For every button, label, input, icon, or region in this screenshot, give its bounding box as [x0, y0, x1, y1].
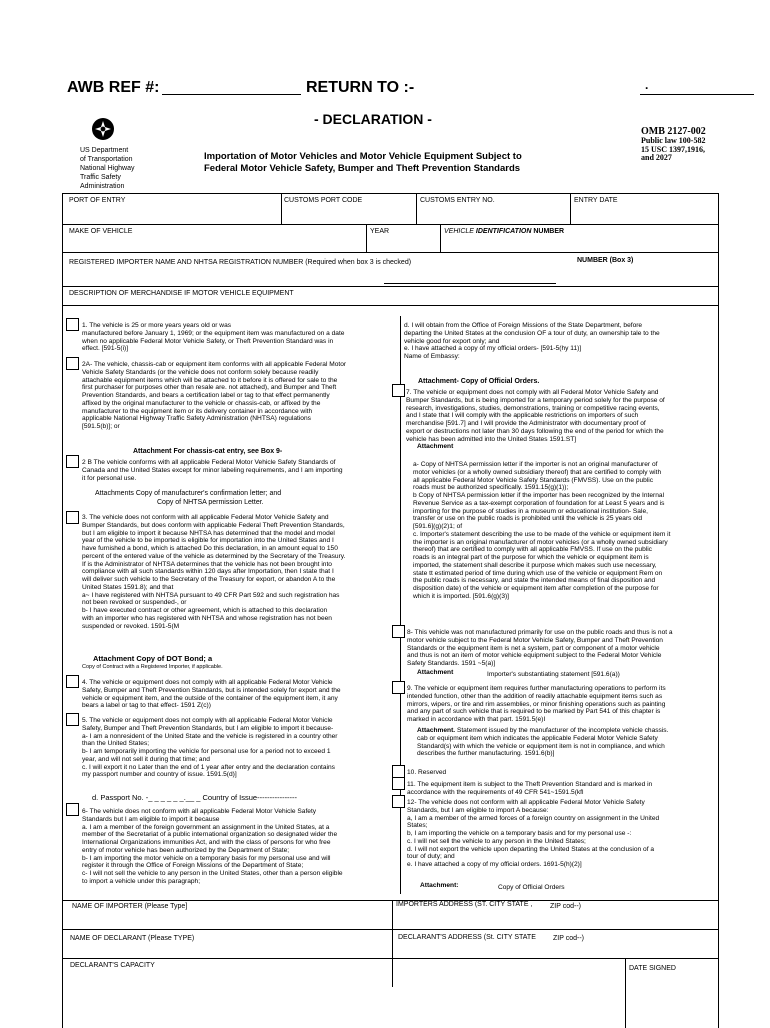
attachment-manufacturer-letter: Attachments Copy of manufacturer's confirmation letter; and	[95, 490, 282, 497]
checkbox-item-9[interactable]	[392, 681, 405, 694]
importer-name-field[interactable]: NAME OF IMPORTER (Please Type]	[72, 903, 188, 910]
omb-law: 15 USC 1397,1916,	[641, 144, 706, 154]
declarant-capacity-field[interactable]: DECLARANT'S CAPACITY	[70, 962, 155, 969]
port-of-entry-field[interactable]: PORT OF ENTRY	[69, 197, 126, 204]
form-title	[204, 151, 522, 175]
return-to-field[interactable]	[640, 94, 754, 95]
attachment-dot-bond: Attachment Copy of DOT Bond; a	[93, 654, 213, 663]
number-box3-field[interactable]: NUMBER (Box 3)	[577, 257, 634, 264]
agency-line: of Transportation	[80, 156, 133, 163]
item-5-text: 5. The vehicle or equipment does not comply with all applicable Federal Motor Vehicle Safety, Bumper and Theft Prevention Standards, but I am eligible to import it because- a- I am a nonresident of the United State and the vehicle is registered in a country other than the United States; b- I am temporarily importing the vehicle for personal use for a period not to exceed 1 year, and will not sell it during that time; and c. I will export it no Later than the end of 1 year after entry and the declaration contains my passport number and country of issue. 1591.5(d)]	[82, 717, 338, 779]
return-to-label: RETURN TO :-	[306, 79, 415, 96]
customs-entry-no-field[interactable]: CUSTOMS ENTRY NO.	[420, 197, 495, 204]
item-7-attachment-label: Attachment	[417, 443, 454, 450]
omb-number: OMB 2127-002	[641, 126, 706, 137]
attachment-official-orders: Attachment- Copy of Official Orders.	[418, 378, 540, 385]
attachment-nhtsa-letter: Copy of NHTSA permission Letter.	[157, 499, 264, 506]
checkbox-item-12[interactable]	[392, 795, 405, 808]
item-6-text: 6- The vehicle does not conform with all applicable Federal Motor Vehicle Safety Standards but I am eligible to import it because a. I am a member of the foreign government an assignment in the United States, at a member of the Secretariat of a public international organization so designated wider the International Organizations immunities Act, and with the class of persons for who free entry of motor vehicle has been authorized by the Department of State; b- I am importing the motor vehicle on a temporary basis for my personal use and will register it through the Office of Foreign Missions of the Department of State; c- I will not sell the vehicle to any person in the United States, other than a person eligible to import a vehicle under this paragraph;	[82, 808, 343, 885]
item-3-text: 3. The vehicle does not conform with all applicable Federal Motor Vehicle Safety and Bumper Standards, but does conform with applicable Federal Theft Prevention Standards, but I am eligible to import it because NHTSA has determined that the model and model year of the vehicle to be imported is eligible for importation into the United States and I have furnished a bond, which is attached Do this declaration, in an amount equal to 150 percent of the entered value of the vehicle as determined by the Secretary of the Treasury. If is the Administrator of NHTSA determines that the vehicle has not been brought into compliance with all such standards within 120 days after Importation, then I state that I will deliver such vehicle to the Secretary of the Treasury for export, or abandon A to the United States 1591.8); and that a~ I have registered with NHTSA pursuant to 49 CFR Part 592 and such registration has not been revoked or suspended-, or b- I have executed contract or other agreement, which is attached to this declaration with an importer who has registered with NHTSA and whose registration has not been suspended or revoked. 1591-5(M	[82, 514, 346, 630]
item-8-text: 8- This vehicle was not manufactured primarily for use on the public roads and thus is not a motor vehicle subject to the Federal Motor Vehicle Safety, Bumper and Theft Prevention Standards or the equipment item is net a system, part or component of a motor vehicle and thus is not an item of motor vehicle equipment subject to the Federal Motor Vehicle Safety Standards. 1591 ~5(a)]	[407, 629, 673, 667]
item-9-attachment-text: Statement issued by the manufacturer of the incomplete vehicle chassis. cab or equipment item which indicates the applicable Federal Motor Vehicle Safety Standard(s) with which the vehicle or equipment item is not in compliance, and which describes the further manufacturing. 1591.6(b)]	[417, 727, 669, 758]
vin-label-prefix: VEHICLE	[444, 228, 476, 235]
date-signed-field[interactable]: DATE SIGNED	[629, 965, 676, 972]
item-10-text: 10. Reserved	[407, 769, 447, 776]
description-field[interactable]: DESCRIPTION OF MERCHANDISE IF MOTOR VEHICLE EQUIPMENT	[69, 290, 294, 297]
item-11-text: 11. The equipment item is subject to the Theft Prevention Standard and is marked in accordance with the requirements of 49 CFR 541~1591.5(kfl	[407, 781, 653, 796]
awb-ref-label: AWB REF #:	[67, 79, 160, 96]
omb-law: Public law 100-582	[641, 136, 706, 145]
item-9-text: 9. The vehicle or equipment item requires further manufacturing operations to perform its intended function, other than the addition of readily attachable equipment items such as mirrors, wipers, or tire and rim assemblies, or minor finishing operations such as painting and any part of such vehicle that is required to be marked by Part 541 of this chapter is marked in accordance with that part. 1591.5(e)I	[407, 685, 666, 723]
item-9-attachment	[417, 727, 668, 758]
checkbox-item-2b[interactable]	[66, 455, 79, 468]
declarant-name-field[interactable]: NAME OF DECLARANT (Please TYPE)	[70, 935, 195, 942]
checkbox-item-5[interactable]	[66, 713, 79, 726]
form-title-line1: Importation of Motor Vehicles and Motor Vehicle Equipment Subject to	[204, 151, 522, 162]
agency-line: Traffic Safety	[80, 174, 121, 181]
return-mark: .	[645, 78, 649, 92]
customs-port-code-field[interactable]: CUSTOMS PORT CODE	[284, 197, 363, 204]
omb-block	[641, 127, 706, 163]
checkbox-item-1[interactable]	[66, 318, 79, 331]
item-8-attachment-label: Attachment	[417, 669, 454, 676]
attachment-chassis: Attachment For chassis-cat entry, see Box 9-	[133, 448, 283, 455]
item-7-text: 7. The vehicle or equipment does not comply with all Federal Motor Vehicle Safety and Bumper Standards, but is being imported for a temporary period solely for the purpose of research, investigations, studies, demonstrations, training or competitive racing events, and I state that I will comply with the applicable restrictions on importers of such merchandise [591.7] and I will provide the Administrator with documentary proof of export or destructions not later than 30 days following the end of the period for which the vehicle has been admitted into the United States 1591.ST]	[406, 389, 665, 443]
make-of-vehicle-field[interactable]: MAKE OF VEHICLE	[69, 228, 133, 235]
item-12-text: 12- The vehicle does not conform with all applicable Federal Motor Vehicle Safety Standards, but I am eligible to import A because: a, I am a member of the armed forces of a foreign country on assignment in the United States; b, I am importing the vehicle on a temporary basis and for my personal use -: c. I will net sell the vehicle to any person in the United States; d. I will not export the vehicle upon departing the United States at the conclusion of a tour of duty; and e. I have attached a copy of my official orders. 1691-5(h)(2)]	[407, 799, 660, 868]
item-2a-text: 2A- The vehicle, chassis-cab or equipment item conforms with all applicable Federal Motor Vehicle Safety Standards (or the vehicle does not conform solely because readily attachable equipment items which will be attached to it before it is offered for sale to the first purchaser for purposes other than resale are. not attached), and Bumper and Theft Prevention Standards, and bears a certification label or tag to that effect permanently affixed by the original manufacturer to the vehicle or chassis-cab, or affixed by the manufacturer to the equipment item or its delivery container in accordance with applicable National Highway Traffic Safety Administration (NHTSA) regulations [591.5(b)]; or	[82, 361, 347, 430]
checkbox-item-2a[interactable]	[66, 357, 79, 370]
declarant-zip-field[interactable]: ZIP cod--)	[553, 935, 584, 942]
item-7-attachment-list: a- Copy of NHTSA permission letter if the importer is not an original manufacturer of motor vehicles (or a wholly owned subsidiary thereof) that are certified to comply with all applicable Federal Motor Vehicle Safety Standards (FMVSS). Use on the public roads must be authorized specifically. 1591.15(g)(1)); b Copy of NHTSA permission letter if the importer has been recognized by the Internal Revenue Service as a tax-exempt corporation of foundation for at Least 5 years and is importing for the purpose of studies in a museum or educational institution- Sale, transfer or use on the public roads is prohibited until the vehicle is 25 years old [591.6](g)(2)1; of c. Importer's statement describing the use to be made of the vehicle or equipment item it the importer is an original manufacturer of motor vehicles (or a wholly owned subsidiary thereof) that are certified to comply with all applicable FMVSS. If use on the public roads is an integral part of the purpose for which the vehicle or equipment item is imported, the statement shall describe it purpose which makes such use necessary, state tt estimated period of time during which use of the vehicle or equipment Rem on the public roads is necessary, and state the intended means of final disposition and disposition date) of the vehicle or equipment item after completion of the purpose for which it is imported. [591.6(g)(3)]	[413, 461, 671, 600]
item-4-text: 4. The vehicle or equipment does not comply with all applicable Federal Motor Vehicle Safety, Bumper and Theft Prevention Standards, but is intended solely for export and the vehicle or equipment item, and the outside of the container of the equipment item, it any bears a label or tag to that effect- 1591 Z(c))	[82, 679, 341, 710]
item-8-attachment-text: Importer's substantiating statement [591.6(a))	[487, 671, 620, 678]
vin-label-bold: IDENTIFICATION	[475, 228, 532, 235]
agency-line: US Department	[80, 147, 129, 154]
item-9-attachment-label: Attachment.	[417, 727, 456, 734]
item-1-text: 1. The vehicle is 25 or more years years old or was manufactured before January 1, 1969; or the equipment item was manufactured on a date when no applicable Federal Motor Vehicle Safety, or Theft Prevention Standard was in effect. [591-5(i)]	[82, 322, 345, 353]
declaration-title: - DECLARATION -	[314, 111, 432, 127]
item-2b-text: 2 B The vehicle conforms with all applicable Federal Motor Vehicle Safety Standards of Canada and the United States except for minor labeling requirements, and I am importing it for personal use.	[82, 459, 343, 482]
agency-block	[80, 146, 134, 191]
vin-label-suffix: NUMBER	[531, 228, 565, 235]
importer-address-field[interactable]: IMPORTERS ADDRESS (ST. CITY STATE ,	[396, 901, 533, 908]
awb-ref-field[interactable]	[162, 94, 301, 95]
form-title-line2: Federal Motor Vehicle Safety, Bumper and Theft Prevention Standards	[204, 163, 521, 174]
attachment-contract: Copy of Contract with a Registered Importer, if applicable.	[82, 664, 223, 670]
entry-date-field[interactable]: ENTRY DATE	[574, 197, 618, 204]
vin-field[interactable]	[444, 228, 564, 236]
checkbox-item-6[interactable]	[66, 803, 79, 816]
checkbox-item-4[interactable]	[66, 675, 79, 688]
omb-law: and 2027	[641, 153, 672, 162]
dot-logo-icon	[91, 117, 115, 141]
checkbox-item-7[interactable]	[392, 384, 405, 397]
agency-line: National Highway	[80, 165, 135, 172]
checkbox-item-11[interactable]	[392, 777, 405, 790]
declarant-address-field[interactable]: DECLARANT'S ADDRESS (St. CITY STATE	[398, 934, 536, 941]
item-6d-text: d. I will obtain from the Office of Foreign Missions of the State Department, before departing the United States at the conclusion OF a tour of duty, an ownership tale to the vehicle good for export only; and e. I have attached a copy of my official orders- [591-5(hy 11)] Name of Embassy:	[404, 322, 660, 360]
importer-zip-field[interactable]: ZIP cod--)	[550, 903, 581, 910]
registered-importer-field[interactable]: REGISTERED IMPORTER NAME AND NHTSA REGISTRATION NUMBER (Required when box 3 is checked)	[69, 259, 412, 266]
item-12-attachment-label: Attachment:	[420, 882, 459, 889]
item-12-attachment-text: Copy of Official Orders	[498, 884, 565, 891]
year-field[interactable]: YEAR	[370, 228, 390, 235]
passport-country-line[interactable]: d. Passport No. -_ _ _ _ _ _.__ _ Country of Issue----------------	[92, 793, 298, 802]
checkbox-item-3[interactable]	[66, 511, 79, 524]
checkbox-item-8[interactable]	[392, 625, 405, 638]
agency-line: Administration	[80, 183, 125, 190]
